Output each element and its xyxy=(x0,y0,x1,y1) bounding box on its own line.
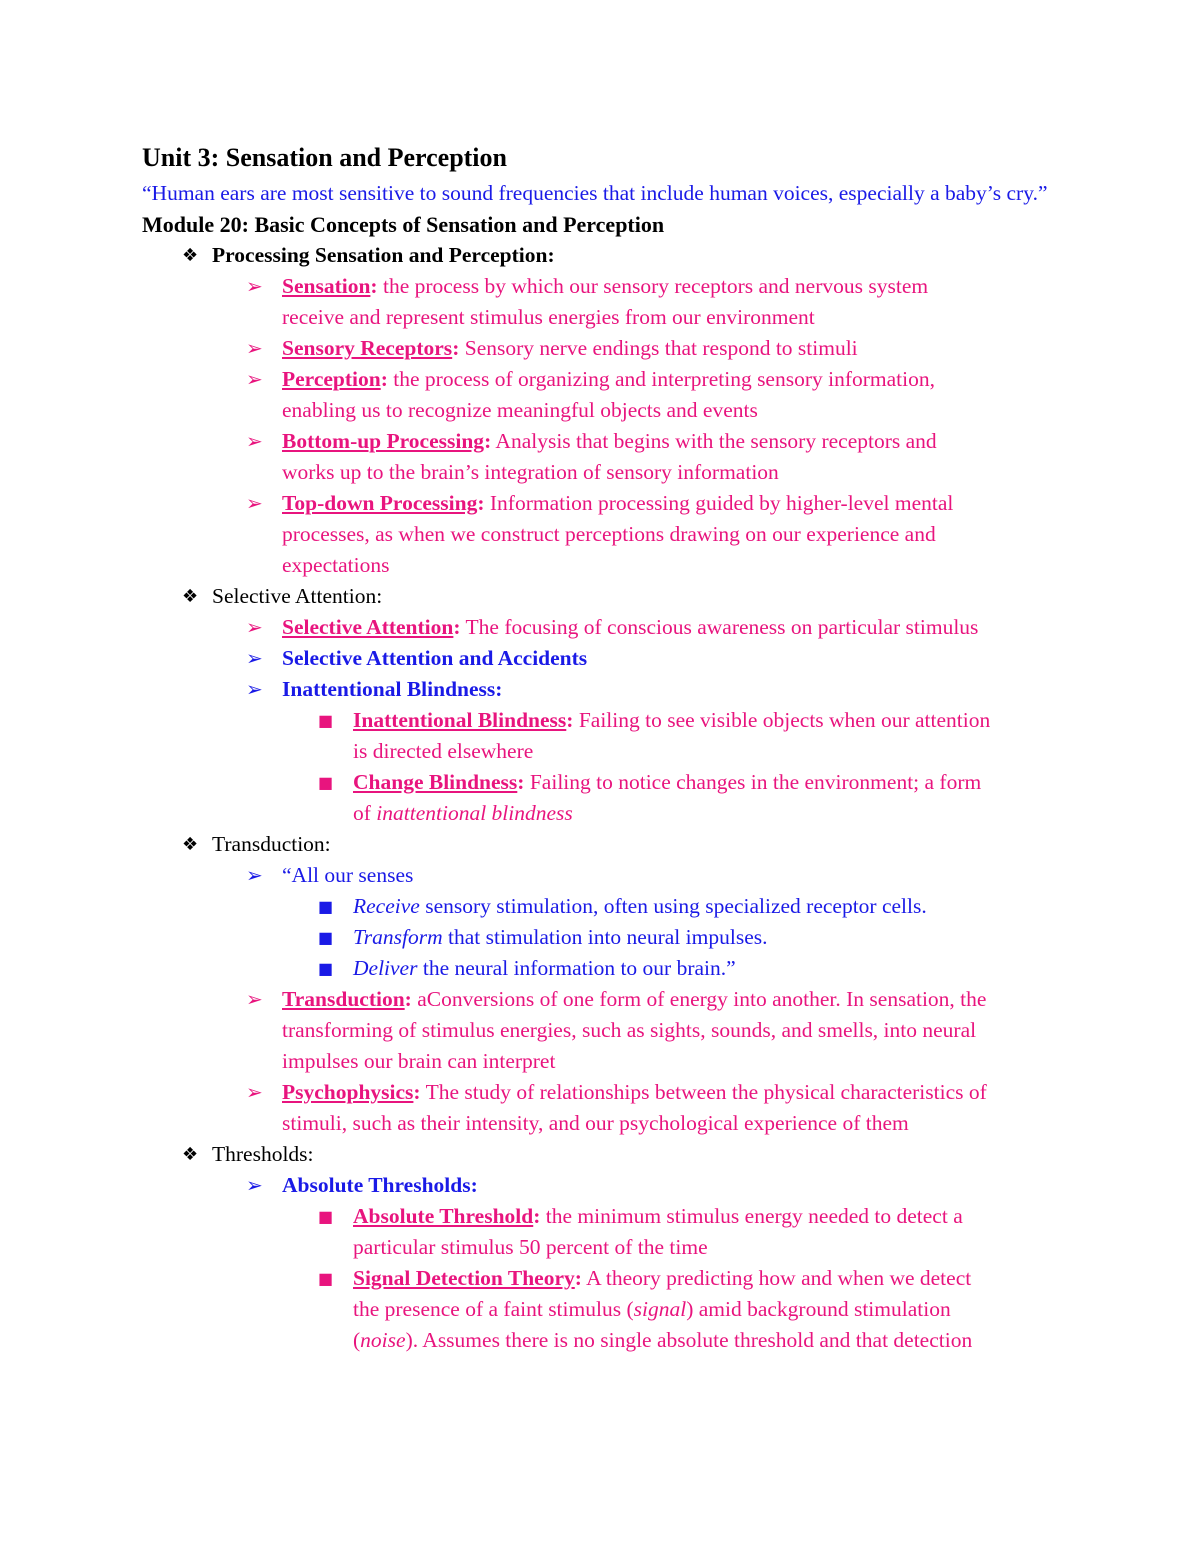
definition: Information processing guided by higher-level mental xyxy=(484,491,954,515)
definition: the minimum stimulus energy needed to detect a xyxy=(540,1204,963,1228)
emphasis: Deliver xyxy=(353,956,418,980)
definition-continued: the presence of a faint stimulus (signal) amid background stimulation xyxy=(353,1297,951,1321)
definition: The study of relationships between the physical characteristics of xyxy=(420,1080,987,1104)
definition-continued: receive and represent stimulus energies from our environment xyxy=(282,305,815,329)
list-item xyxy=(142,860,1072,891)
definition: aConversions of one form of energy into another. In sensation, the xyxy=(411,987,987,1011)
square-bullet-icon: ■ xyxy=(318,711,334,730)
term: Psychophysics xyxy=(282,1080,414,1104)
sub-list-item: ■ Deliver the neural information to our brain.” xyxy=(142,953,1072,984)
definition-continued: is directed elsewhere xyxy=(353,739,534,763)
arrowhead-bullet-icon: ➢ xyxy=(246,1173,263,1197)
term: Sensory Receptors xyxy=(282,336,453,360)
section-heading: Processing Sensation and Perception: xyxy=(212,243,555,267)
list-item: ➢ Selective Attention: The focusing of conscious awareness on particular stimulus xyxy=(142,612,1072,643)
term: Signal Detection Theory xyxy=(353,1266,575,1290)
definition: Failing to see visible objects when our attention xyxy=(573,708,991,732)
definition-continued: transforming of stimulus energies, such as sights, sounds, and smells, into neural xyxy=(282,1018,977,1042)
sub-list-item: ■ Receive sensory stimulation, often using specialized receptor cells. xyxy=(142,891,1072,922)
list-item: ➢ Transduction: aConversions of one form of energy into another. In sensation, the xyxy=(142,984,1072,1015)
subheading: Absolute Thresholds: xyxy=(282,1173,478,1197)
definition-continued: processes, as when we construct perceptions drawing on our experience and xyxy=(282,522,936,546)
section-processing xyxy=(142,240,1072,271)
definition: the process of organizing and interpreting sensory information, xyxy=(387,367,936,391)
emphasis: Transform xyxy=(353,925,443,949)
list-item: ➢ Sensation: the process by which our sensory receptors and nervous system xyxy=(142,271,1072,302)
term: Inattentional Blindness xyxy=(353,708,567,732)
emphasis: signal xyxy=(633,1297,687,1321)
list-item: ➢ Psychophysics: The study of relationships between the physical characteristics of xyxy=(142,1077,1072,1108)
term: Bottom-up Processing xyxy=(282,429,485,453)
arrowhead-bullet-icon: ➢ xyxy=(246,336,263,360)
list-item: ➢ Bottom-up Processing: Analysis that begins with the sensory receptors and xyxy=(142,426,1072,457)
list-item: ➢ Top-down Processing: Information processing guided by higher-level mental xyxy=(142,488,1072,519)
module-heading: Module 20: Basic Concepts of Sensation and Perception xyxy=(142,212,665,237)
page-title: Unit 3: Sensation and Perception xyxy=(142,143,507,172)
term: Perception xyxy=(282,367,381,391)
section-thresholds xyxy=(142,1139,1072,1170)
subheading: Selective Attention and Accidents xyxy=(282,646,588,670)
list-item xyxy=(142,1170,1072,1201)
definition-continued: enabling us to recognize meaningful objects and events xyxy=(282,398,758,422)
diamond-bullet-icon: ❖ xyxy=(182,834,199,855)
arrowhead-bullet-icon: ➢ xyxy=(246,491,263,515)
intro-quote: “Human ears are most sensitive to sound frequencies that include human voices, especially a baby’s cry.” xyxy=(142,181,1048,205)
list-item xyxy=(142,643,1072,674)
term: Selective Attention xyxy=(282,615,454,639)
section-heading: Thresholds: xyxy=(212,1142,314,1166)
term: Transduction xyxy=(282,987,405,1011)
sub-list-item: ■ Absolute Threshold: the minimum stimulus energy needed to detect a xyxy=(142,1201,1072,1232)
square-bullet-icon: ■ xyxy=(318,928,334,947)
diamond-bullet-icon: ❖ xyxy=(182,1144,199,1165)
definition: Failing to notice changes in the environment; a form xyxy=(524,770,982,794)
arrowhead-bullet-icon: ➢ xyxy=(246,987,263,1011)
diamond-bullet-icon: ❖ xyxy=(182,245,199,266)
quote-intro: “All our senses xyxy=(282,863,414,887)
square-bullet-icon: ■ xyxy=(318,959,334,978)
subheading: Inattentional Blindness: xyxy=(282,677,503,701)
term: Absolute Threshold xyxy=(353,1204,534,1228)
definition-continued: particular stimulus 50 percent of the time xyxy=(353,1235,708,1259)
list-item: ➢ Perception: the process of organizing and interpreting sensory information, xyxy=(142,364,1072,395)
arrowhead-bullet-icon: ➢ xyxy=(246,1080,263,1104)
arrowhead-bullet-icon: ➢ xyxy=(246,863,263,887)
section-selective-attention xyxy=(142,581,1072,612)
sub-list-item: ■ Transform that stimulation into neural impulses. xyxy=(142,922,1072,953)
square-bullet-icon: ■ xyxy=(318,897,334,916)
list-item: ➢ Sensory Receptors: Sensory nerve endings that respond to stimuli xyxy=(142,333,1072,364)
definition-continued: stimuli, such as their intensity, and our psychological experience of them xyxy=(282,1111,909,1135)
definition: Sensory nerve endings that respond to stimuli xyxy=(459,336,858,360)
term: Sensation xyxy=(282,274,371,298)
section-heading: Transduction: xyxy=(212,832,331,856)
emphasis: inattentional blindness xyxy=(376,801,573,825)
sub-list-item: ■ Change Blindness: Failing to notice changes in the environment; a form xyxy=(142,767,1072,798)
list-item xyxy=(142,674,1072,705)
square-bullet-icon: ■ xyxy=(318,1207,334,1226)
section-heading: Selective Attention: xyxy=(212,584,383,608)
arrowhead-bullet-icon: ➢ xyxy=(246,646,263,670)
emphasis: noise xyxy=(360,1328,406,1352)
arrowhead-bullet-icon: ➢ xyxy=(246,367,263,391)
definition: A theory predicting how and when we detect xyxy=(581,1266,972,1290)
arrowhead-bullet-icon: ➢ xyxy=(246,677,263,701)
sub-list-item: ■ Signal Detection Theory: A theory predicting how and when we detect xyxy=(142,1263,1072,1294)
definition: The focusing of conscious awareness on particular stimulus xyxy=(460,615,979,639)
emphasis: Receive xyxy=(353,894,420,918)
term: Change Blindness xyxy=(353,770,518,794)
definition-continued: (noise). Assumes there is no single absolute threshold and that detection xyxy=(353,1328,973,1352)
arrowhead-bullet-icon: ➢ xyxy=(246,274,263,298)
term: Top-down Processing xyxy=(282,491,478,515)
section-transduction xyxy=(142,829,1072,860)
definition: the process by which our sensory receptors and nervous system xyxy=(377,274,929,298)
arrowhead-bullet-icon: ➢ xyxy=(246,429,263,453)
arrowhead-bullet-icon: ➢ xyxy=(246,615,263,639)
document-page xyxy=(142,140,1072,1356)
sub-list-item: ■ Inattentional Blindness: Failing to see visible objects when our attention xyxy=(142,705,1072,736)
diamond-bullet-icon: ❖ xyxy=(182,586,199,607)
definition-continued: expectations xyxy=(282,553,390,577)
square-bullet-icon: ■ xyxy=(318,773,334,792)
definition: Analysis that begins with the sensory receptors and xyxy=(491,429,937,453)
definition-continued: works up to the brain’s integration of sensory information xyxy=(282,460,779,484)
definition-continued: impulses our brain can interpret xyxy=(282,1049,556,1073)
definition-continued: of inattentional blindness xyxy=(353,801,573,825)
square-bullet-icon: ■ xyxy=(318,1269,334,1288)
